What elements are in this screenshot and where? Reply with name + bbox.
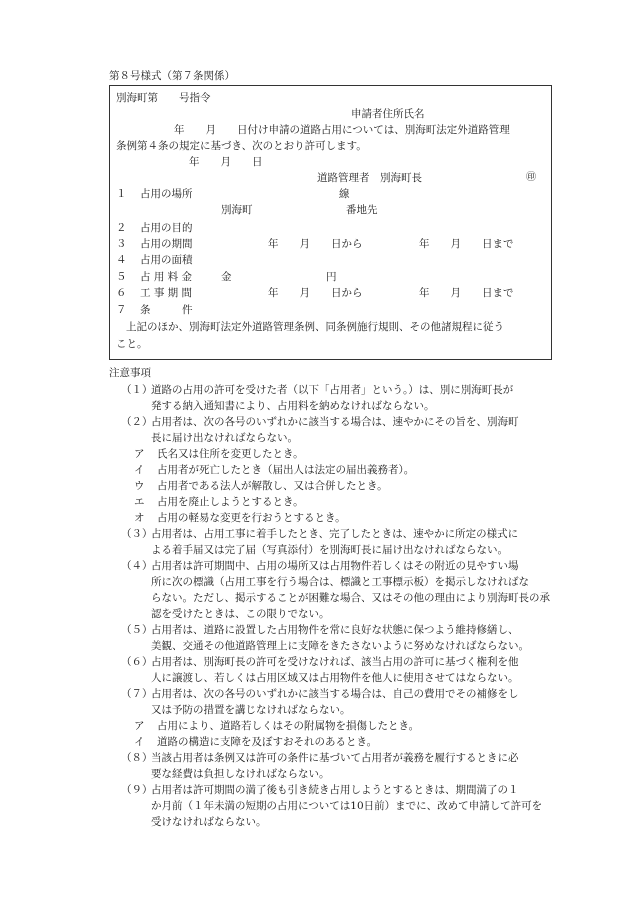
note-text-line: 占用者は許可期間中、占用の場所又は占用物件若しくはその附近の見やすい場 [151,560,519,572]
note-sub-number: イ [134,464,145,476]
body-text-line-2: 条例第４条の規定に基づき、次のとおり許可します。 [116,140,367,152]
note-number: （８） [121,752,153,764]
note-sub-text: 占用者である法人が解散し、又は合併したとき。 [157,480,388,492]
note-item [109,526,569,558]
note-text-line: らない。ただし、掲示することが困難な場合、又はその他の理由により別海町長の承 [151,592,550,604]
note-sub-number: ア [134,720,145,732]
note-sub-item [109,446,569,462]
note-item [109,622,569,654]
note-item [109,750,569,782]
seal-mark: ㊞ [526,172,536,183]
item-number: ４ [116,254,127,266]
item-label-conditions: 条 件 [140,304,193,316]
note-sub-number: オ [134,512,145,524]
note-sub-number: エ [134,496,145,508]
note-text-line: 人に譲渡し、若しくは占用区域又は占用物件を他人に使用させてはならない。 [151,672,519,684]
item-number: ２ [116,222,127,234]
item-number: ３ [116,238,127,250]
place-line-label: 線 [339,188,350,200]
note-item [109,654,569,686]
note-text-line: 要な経費は負担しなければならない。 [151,768,330,780]
item-label-period: 占用の期間 [140,238,193,250]
note-sub-item [109,478,569,494]
note-sub-text: 占用により、道路若しくはその附属物を損傷したとき。 [157,720,420,732]
note-sub-text: 占用の軽易な変更を行おうとするとき。 [157,512,346,524]
note-sub-item [109,734,569,750]
note-text-line: 占用者は、次の各号のいずれかに該当する場合は、速やかにその旨を、別海町 [151,416,519,428]
place-banchi: 番地先 [346,204,378,216]
note-number: （６） [121,656,153,668]
note-number: （３） [121,528,153,540]
note-number: （２） [121,416,153,428]
note-text-line: 占用者は、道路に設置した占用物件を常に良好な状態に保つよう維持修繕し、 [151,624,519,636]
permit-form-box [109,85,552,360]
note-item [109,782,569,830]
note-text-line: 認を受けたときは、この限りでない。 [151,608,330,620]
note-sub-item [109,510,569,526]
note-sub-item [109,494,569,510]
work-from: 年 月 日から [268,287,363,299]
note-item [109,382,569,414]
item-number: １ [116,188,127,200]
fee-unit: 円 [326,271,337,283]
note-text-line: 発する納入通知書により、占用料を納めなければならない。 [151,400,435,412]
note-text-line: 長に届け出なければならない。 [151,432,298,444]
note-sub-text: 氏名又は住所を変更したとき。 [157,448,304,460]
note-number: （９） [121,784,153,796]
note-text-line: 占用者は、次の各号のいずれかに該当する場合は、自己の費用でその補修をし [151,688,519,700]
note-item [109,558,569,622]
place-town: 別海町 [221,204,253,216]
work-to: 年 月 日まで [419,287,514,299]
permit-date: 年 月 日 [189,156,263,168]
period-to: 年 月 日まで [419,238,514,250]
applicant-label: 申請者住所氏名 [351,108,425,120]
closing-text-line-1: 上記のほか、別海町法定外道路管理条例、同条例施行規則、その他諸規程に従う [126,321,504,333]
note-text-line: 美観、交通その他道路管理上に支障をきたさないように努めなければならない。 [151,640,529,652]
note-number: （４） [121,560,153,572]
fee-currency: 金 [221,271,232,283]
item-number: ５ [116,271,127,283]
note-sub-text: 占用を廃止しようとするとき。 [157,496,304,508]
note-sub-number: ア [134,448,145,460]
note-sub-number: ウ [134,480,145,492]
note-number: （１） [121,384,153,396]
body-text-line-1: 年 月 日付け申請の道路占用については、別海町法定外道路管理 [174,124,510,136]
item-number: ６ [116,287,127,299]
note-text-line: 占用者は許可期間の満了後も引き続き占用しようとするときは、期間満了の１ [151,784,519,796]
note-text-line: 当該占用者は条例又は許可の条件に基づいて占用者が義務を履行するときに必 [151,752,519,764]
period-from: 年 月 日から [268,238,363,250]
note-sub-number: イ [134,736,145,748]
item-label-place: 占用の場所 [140,188,193,200]
notes-heading: 注意事項 [109,367,151,379]
note-sub-text: 道路の構造に支障を及ぼすおそれのあるとき。 [157,736,378,748]
form-title: 第８号様式（第７条関係） [109,70,235,82]
note-number: （７） [121,688,153,700]
item-label-purpose: 占用の目的 [140,222,193,234]
item-label-work-period: 工 事 期 間 [140,287,193,299]
note-sub-item [109,718,569,734]
note-number: （５） [121,624,153,636]
note-text-line: 所に次の標識（占用工事を行う場合は、標識と工事標示板）を掲示しなければな [151,576,529,588]
note-text-line: 受けなければならない。 [151,816,267,828]
notes-section [109,365,569,830]
note-item [109,686,569,718]
closing-text-line-2: こと。 [116,338,148,350]
note-sub-item [109,462,569,478]
road-manager-label: 道路管理者 別海町長 [317,172,422,184]
notes-list [109,382,569,830]
note-sub-text: 占用者が死亡したとき（届出人は法定の届出義務者）。 [157,464,415,476]
note-text-line: 占用者は、占用工事に着手したとき、完了したときは、速やかに所定の様式に [151,528,519,540]
note-text-line: 又は予防の措置を講じなければならない。 [151,704,351,716]
item-number: ７ [116,304,127,316]
note-text-line: か月前（１年未満の短期の占用については10日前）までに、改めて申請して許可を [151,800,543,812]
permit-number: 別海町第 号指令 [116,92,211,104]
note-text-line: 占用者は、別海町長の許可を受けなければ、該当占用の許可に基づく権利を他 [151,656,519,668]
note-text-line: 道路の占用の許可を受けた者（以下「占用者」という。）は、別に別海町長が [151,384,514,396]
note-item [109,414,569,446]
note-text-line: よる着手届又は完了届（写真添付）を別海町長に届け出なければならない。 [151,544,508,556]
item-label-area: 占用の面積 [140,254,193,266]
item-label-fee: 占 用 料 金 [140,271,193,283]
